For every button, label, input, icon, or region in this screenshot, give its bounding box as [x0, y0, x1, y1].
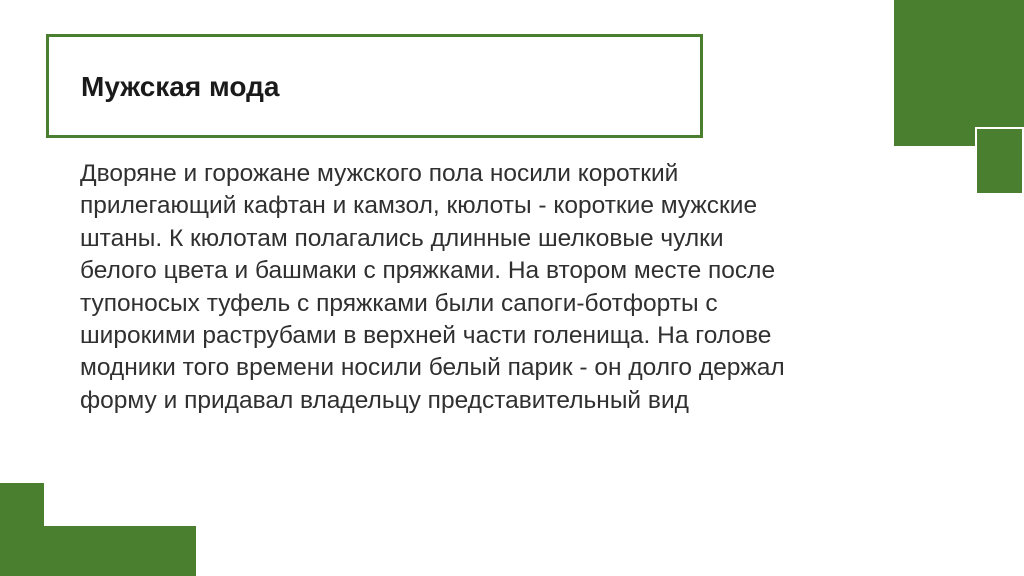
body-line: Дворяне и горожане мужского пола носили короткий: [80, 160, 679, 187]
decor-rect-bottom-left: [0, 526, 196, 576]
body-line: модники того времени носили белый парик - он долго держал: [80, 354, 785, 382]
body-line: белого цвета и башмаки с пряжками. На втором месте после: [80, 257, 776, 285]
decor-square-top-right-small: [975, 127, 1024, 195]
title-frame: [46, 34, 703, 138]
slide-title: Мужская мода: [81, 71, 280, 102]
body-line: штаны. К кюлотам полагались длинные шелковые чулки: [80, 224, 724, 252]
body-line: прилегающий кафтан и камзол, кюлоты - короткие мужские: [80, 192, 758, 220]
body-line: широкими раструбами в верхней части голенища. На голове: [80, 322, 772, 350]
body-text: [80, 158, 960, 417]
body-line: тупоносых туфель с пряжками были сапоги-ботфорты с: [80, 289, 718, 317]
body-line: форму и придавал владельцу представительный вид: [80, 386, 689, 414]
decor-square-top-right: [894, 0, 1024, 146]
